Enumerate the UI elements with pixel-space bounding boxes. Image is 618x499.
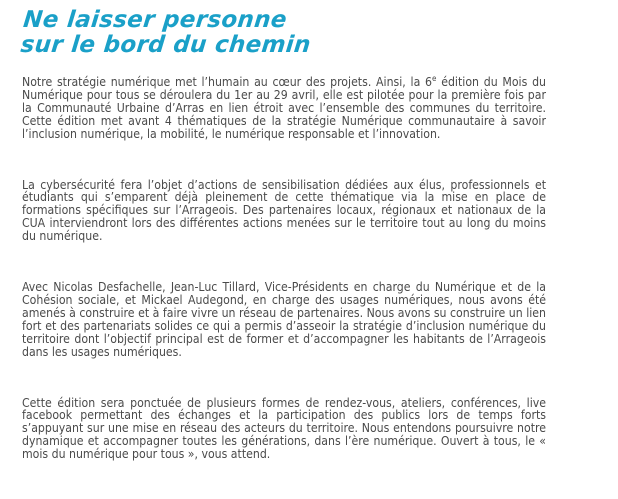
paragraph-events: Cette édition sera ponctuée de plusieurs formes de rendez-vous, ateliers, conférences, live facebook permettant des échanges et la participation des publics lors de temps forts s’appuyant sur une mise en réseau des acteurs du territoire. Nous entendons poursuivre notre dynamique et accompagner toutes les générations, dans l’ère numérique. Ouvert à tous, le « mois du numérique pour tous », vous attend. [22, 395, 546, 462]
paragraph-cybersecurity: La cybersécurité fera l’objet d’actions de sensibilisation dédiées aux élus, professionnels et étudiants qui s’emparent déjà pleinement de cette thématique via la mise en place de formations spécifiques sur l’Arrageois. Des partenaires locaux, régionaux et nationaux de la CUA interviendront lors des différentes actions menées sur le territoire tout au long du moins du numérique. [22, 177, 546, 244]
paragraph-partners: Avec Nicolas Desfachelle, Jean-Luc Tillard, Vice-Présidents en charge du Numérique et de la Cohésion sociale, et Mickael Audegond, en charge des usages numériques, nous avons été amenés à construire et à faire vivre un réseau de partenaires. Nous avons su construire un lien fort et des partenariats solides ce qui a permis d’asseoir la stratégie d’inclusion numérique du territoire dont l’objectif principal est de former et d’accompagner les habitants de l’Arrageois dans les usages numériques. [22, 280, 546, 359]
ordinal-suffix: e [432, 73, 437, 83]
article-body [22, 73, 546, 499]
paragraph-intro-rest: édition du Mois du Numérique pour tous se déroulera du 1er au 29 avril, elle est pilotée pour la première fois par la Communauté Urbaine d’Arras en lien étroit avec l’ensemble des communes du territoire. Cette édition met avant 4 thématiques de la stratégie Numérique communautaire à savoir l’inclusion numérique, la mobilité, le numérique responsable et l’innovation. [22, 75, 546, 141]
paragraph-intro [22, 73, 546, 141]
title-line-1: Ne laisser personne [22, 7, 289, 33]
article-title [19, 8, 314, 58]
title-line-2: sur le bord du chemin [19, 32, 313, 58]
paragraph-intro-start: Notre stratégie numérique met l’humain au cœur des projets. Ainsi, la 6 [22, 75, 433, 89]
